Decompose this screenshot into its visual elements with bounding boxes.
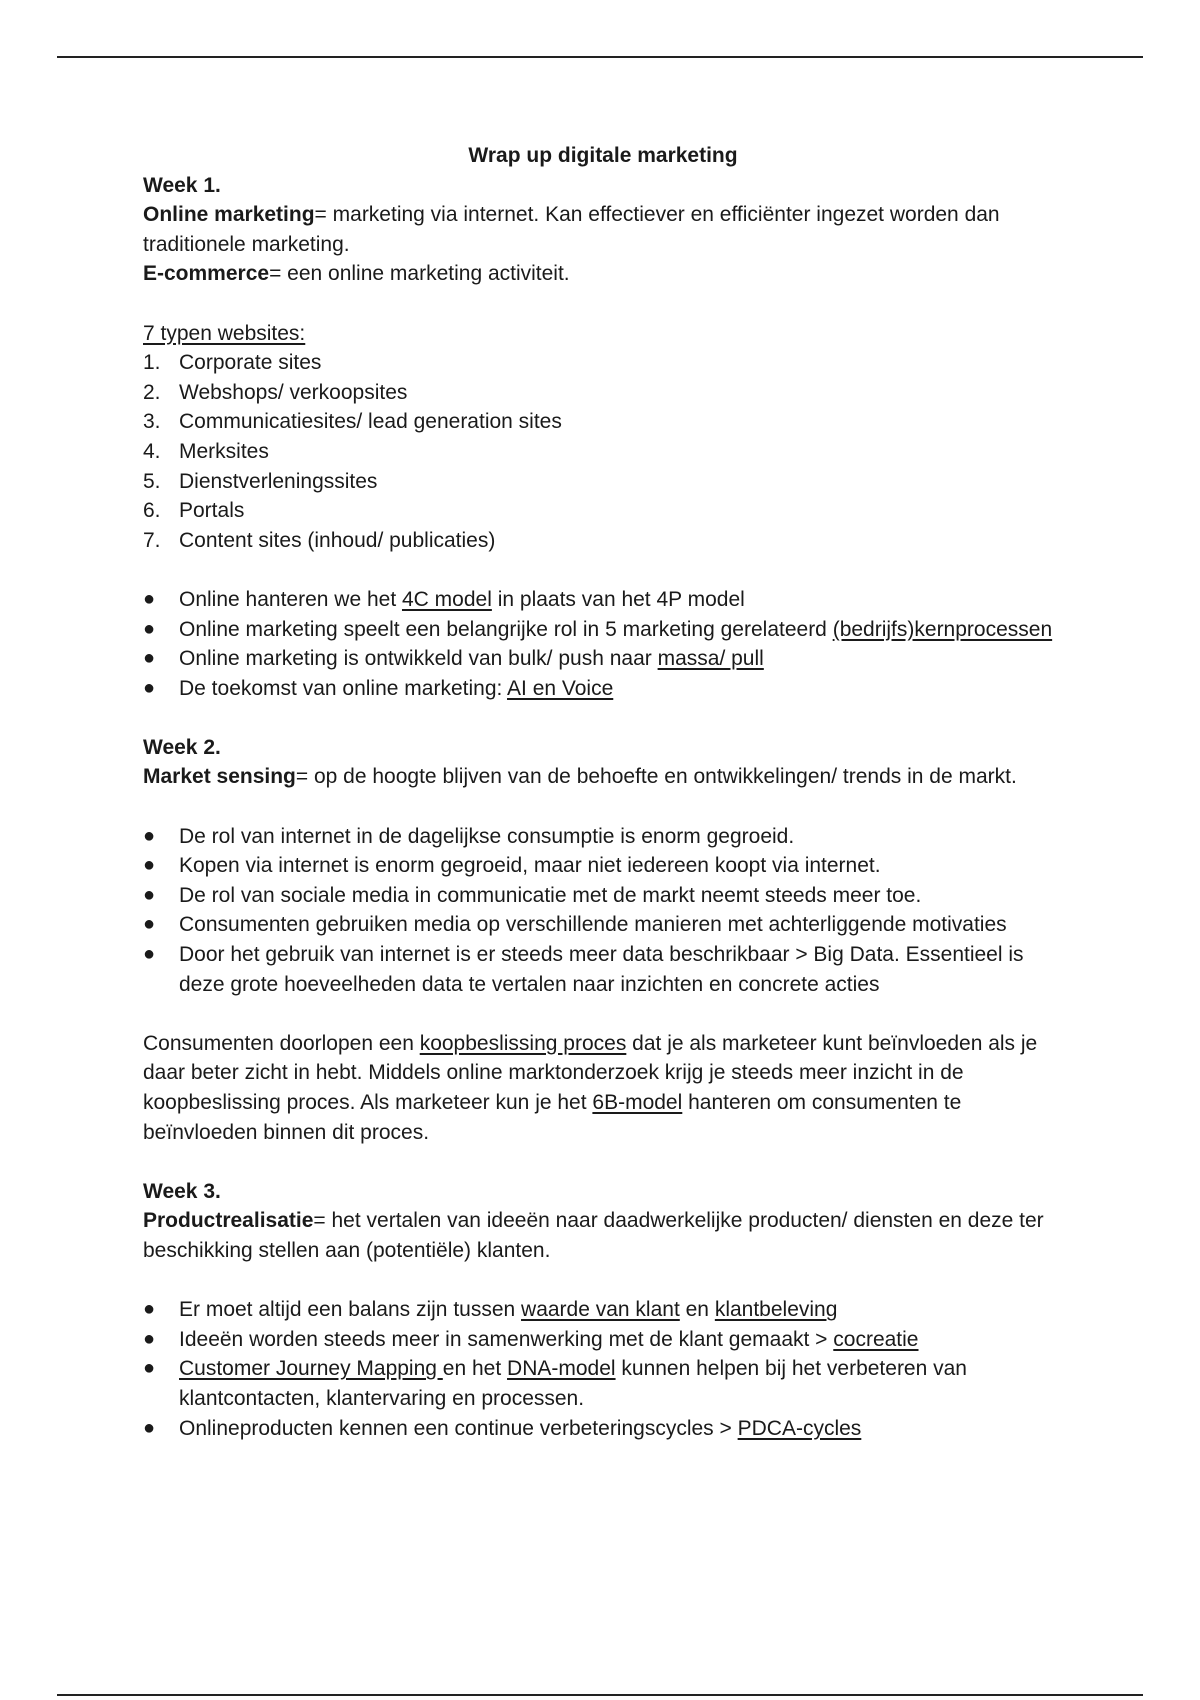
- week3-heading: Week 3.: [143, 1179, 221, 1203]
- bullet-icon: ●: [143, 913, 156, 936]
- list-item: ● Er moet altijd een balans zijn tussen waarde van klant en klantbeleving: [143, 1295, 1063, 1325]
- list-item: 3. Communicatiesites/ lead generation sites: [143, 410, 562, 434]
- list-item: ● Kopen via internet is enorm gegroeid, maar niet iedereen koopt via internet.: [143, 851, 1063, 881]
- list-item: 6. Portals: [143, 499, 245, 523]
- bullet-icon: ●: [143, 647, 156, 670]
- bullet-icon: ●: [143, 676, 156, 699]
- header-rule: [57, 56, 1143, 58]
- week2-paragraph: Consumenten doorlopen een koopbeslissing proces dat je als marketeer kunt beïnvloeden als je daar beter zicht in hebt. Middels online marktonderzoek krijg je steeds meer inzicht in de koopbeslissing proces. Als marketeer kun je het 6B-model hanteren om consumenten te beïnvloeden binnen dit proces.: [143, 1031, 1038, 1144]
- definition-text: = op de hoogte blijven van de behoefte en ontwikkelingen/ trends in de markt.: [295, 765, 1017, 789]
- website-types-title: 7 typen websites:: [143, 321, 306, 345]
- bullet-icon: ●: [143, 1416, 156, 1439]
- list-item: 2. Webshops/ verkoopsites: [143, 380, 408, 404]
- list-item: ● Online marketing is ontwikkeld van bulk/ push naar massa/ pull: [143, 644, 1063, 674]
- list-item: ● Online marketing speelt een belangrijke rol in 5 marketing gerelateerd (bedrijfs)kernprocessen: [143, 615, 1063, 645]
- list-item: ● Onlineproducten kennen een continue verbeteringscycles > PDCA-cycles: [143, 1414, 1063, 1444]
- term: E-commerce: [143, 262, 270, 286]
- term: Productrealisatie: [143, 1209, 314, 1233]
- week1-definition-online-marketing: [143, 200, 1063, 259]
- document-title: Wrap up digitale marketing: [468, 144, 738, 167]
- list-item: 5. Dienstverleningssites: [143, 469, 378, 493]
- bullet-icon: ●: [143, 1298, 156, 1321]
- term: Market sensing: [143, 765, 296, 789]
- list-item: ● De toekomst van online marketing: AI en Voice: [143, 674, 1063, 704]
- week3-definition: [143, 1206, 1063, 1265]
- list-item: 7. Content sites (inhoud/ publicaties): [143, 528, 496, 552]
- week1-heading: Week 1.: [143, 173, 221, 197]
- definition-text: = een online marketing activiteit.: [269, 262, 570, 286]
- list-item: ● Consumenten gebruiken media op verschillende manieren met achterliggende motivaties: [143, 910, 1063, 940]
- website-types-list: [143, 348, 1063, 555]
- list-item: ● Ideeën worden steeds meer in samenwerking met de klant gemaakt > cocreatie: [143, 1325, 1063, 1355]
- list-item: ● Door het gebruik van internet is er steeds meer data beschrikbaar > Big Data. Essentieel is deze grote hoeveelheden data te vertalen naar inzichten en concrete acties: [143, 940, 1063, 999]
- definition-text: = het vertalen van ideeën naar daadwerkelijke producten/ diensten en deze ter beschikking stellen aan (potentiële) klanten.: [143, 1209, 1044, 1262]
- week1-bullets: [143, 585, 1063, 703]
- list-item: 4. Merksites: [143, 439, 269, 463]
- list-item: 1. Corporate sites: [143, 351, 322, 375]
- bullet-icon: ●: [143, 587, 156, 610]
- bullet-icon: ●: [143, 824, 156, 847]
- week2-bullets: [143, 822, 1063, 1000]
- week2-definition: [143, 762, 1063, 792]
- list-item: ● De rol van sociale media in communicatie met de markt neemt steeds meer toe.: [143, 881, 1063, 911]
- list-item: ● De rol van internet in de dagelijkse consumptie is enorm gegroeid.: [143, 822, 1063, 852]
- week2-heading: Week 2.: [143, 735, 221, 759]
- footer-rule: [57, 1694, 1143, 1696]
- bullet-icon: ●: [143, 943, 156, 966]
- bullet-icon: ●: [143, 1327, 156, 1350]
- week1-definition-ecommerce: [143, 259, 1063, 289]
- week3-bullets: [143, 1295, 1063, 1443]
- document-body: [143, 141, 1063, 1443]
- list-item: ● Customer Journey Mapping en het DNA-model kunnen helpen bij het verbeteren van klantcontacten, klantervaring en processen.: [143, 1354, 1063, 1413]
- term: Online marketing: [143, 203, 315, 227]
- bullet-icon: ●: [143, 883, 156, 906]
- bullet-icon: ●: [143, 854, 156, 877]
- definition-text: = marketing via internet. Kan effectiever en efficiënter ingezet worden dan traditionele marketing.: [143, 203, 1000, 256]
- bullet-icon: ●: [143, 617, 156, 640]
- list-item: ● Online hanteren we het 4C model in plaats van het 4P model: [143, 585, 1063, 615]
- bullet-icon: ●: [143, 1357, 156, 1380]
